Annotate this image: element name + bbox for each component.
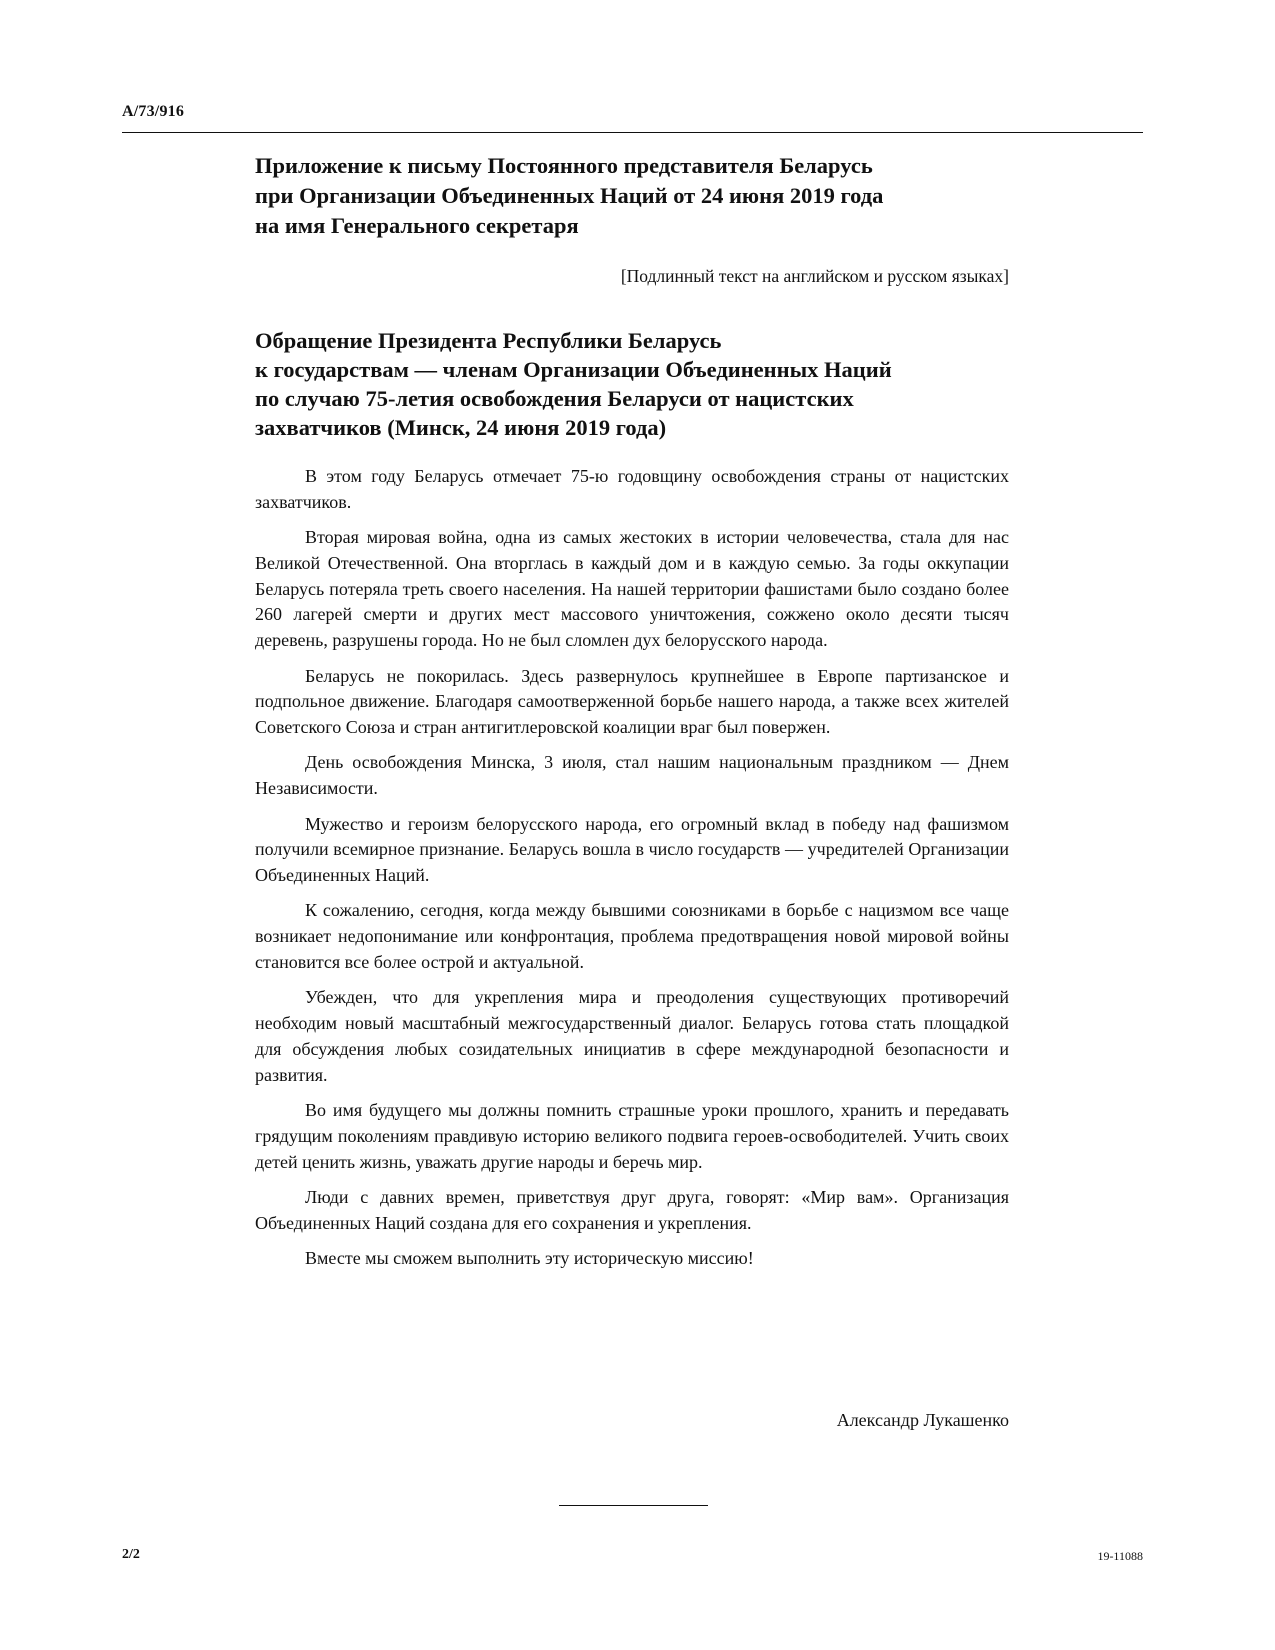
body-paragraph: Мужество и героизм белорусского народа, его огромный вклад в победу над фашизмом получили всемирное признание. Беларусь вошла в число государств — учредителей Организации Объединенных Наций. (255, 813, 1009, 886)
address-title-line: к государствам — членам Организации Объединенных Наций (255, 357, 892, 382)
body-paragraph: Во имя будущего мы должны помнить страшные уроки прошлого, хранить и передавать грядущим поколениям правдивую историю великого подвига героев-освободителей. Учить своих детей ценить жизнь, уважать другие народы и беречь мир. (255, 1100, 1009, 1172)
body-paragraph: День освобождения Минска, 3 июля, стал нашим национальным праздником — Днем Независимости. (255, 752, 1009, 799)
address-title-line: захватчиков (Минск, 24 июня 2019 года) (255, 415, 667, 440)
body-paragraph: Вместе мы сможем выполнить эту историческую миссию! (305, 1248, 754, 1269)
document-code: 19-11088 (1097, 1549, 1143, 1563)
end-of-document-rule (559, 1505, 708, 1506)
address-title (255, 326, 1015, 442)
body-paragraph: Беларусь не покорилась. Здесь развернулось крупнейшее в Европе партизанское и подпольное движение. Благодаря самоотверженной борьбе нашего народа, а также всех жителей Советского Союза и стран антигитлеровской коалиции враг был повержен. (255, 665, 1009, 738)
header-rule (122, 132, 1143, 133)
document-symbol: A/73/916 (122, 103, 185, 120)
annex-title-line: Приложение к письму Постоянного представителя Беларусь (255, 153, 873, 178)
body-paragraph: Люди с давних времен, приветствуя друг друга, говорят: «Мир вам». Организация Объединенных Наций создана для его сохранения и укрепления. (255, 1186, 1009, 1233)
signature: Александр Лукашенко (836, 1410, 1009, 1430)
letter-body (255, 464, 1009, 1281)
body-paragraph: В этом году Беларусь отмечает 75-ю годовщину освобождения страны от нацистских захватчиков. (255, 466, 1009, 512)
annex-title (255, 151, 1015, 241)
address-title-line: по случаю 75-летия освобождения Беларуси от нацистских (255, 386, 854, 411)
body-paragraph: Убежден, что для укрепления мира и преодоления существующих противоречий необходим новый масштабный межгосударственный диалог. Беларусь готова стать площадкой для обсуждения любых созидательных инициатив в сфере международной безопасности и развития. (255, 987, 1009, 1085)
annex-title-line: на имя Генерального секретаря (255, 213, 579, 238)
address-title-line: Обращение Президента Республики Беларусь (255, 328, 722, 353)
body-paragraph: К сожалению, сегодня, когда между бывшими союзниками в борьбе с нацизмом все чаще возникает недопонимание или конфронтация, проблема предотвращения новой мировой войны становится все более острой и актуальной. (255, 900, 1009, 973)
page-number: 2/2 (122, 1547, 140, 1562)
annex-title-line: при Организации Объединенных Наций от 24 июня 2019 года (255, 183, 884, 208)
body-paragraph: Вторая мировая война, одна из самых жестоких в истории человечества, стала для нас Великой Отечественной. Она вторглась в каждый дом и в каждую семью. За годы оккупации Беларусь потеряла треть своего населения. На нашей территории фашистами было создано более 260 лагерей смерти и других мест массового уничтожения, сожжено около десяти тысяч деревень, разрушены города. Но не был сломлен дух белорусского народа. (255, 527, 1009, 651)
original-language-note: [Подлинный текст на английском и русском языках] (620, 266, 1009, 286)
